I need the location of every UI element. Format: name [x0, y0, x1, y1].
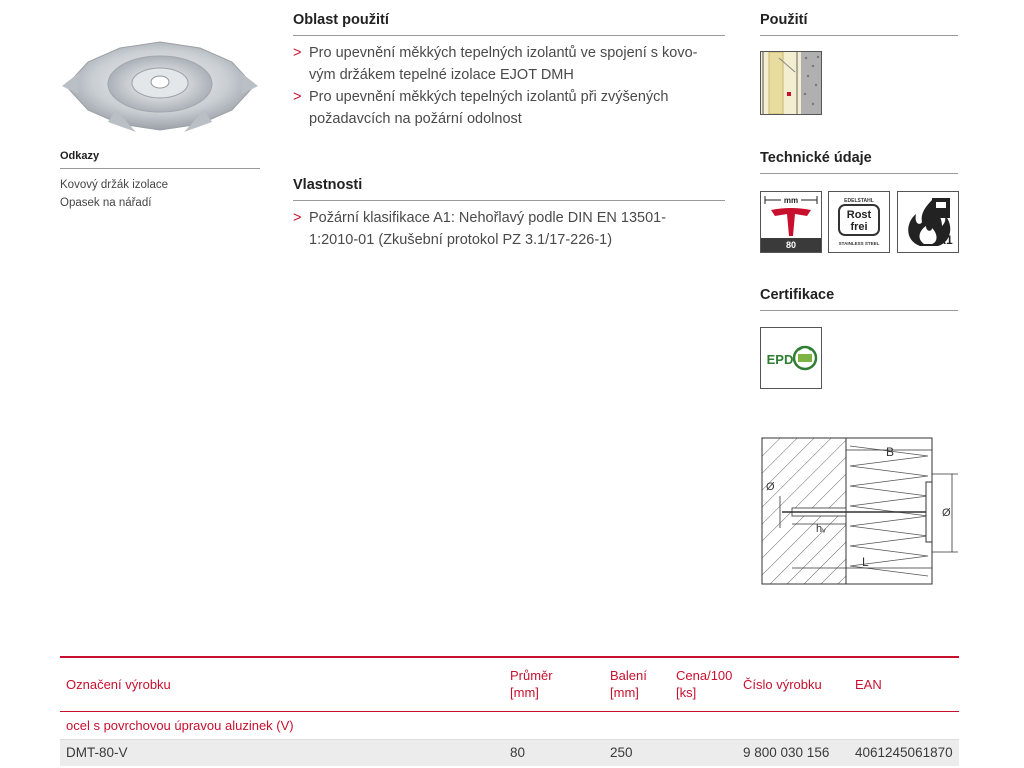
- application-area-heading: Oblast použití: [293, 12, 725, 36]
- label-l: L: [862, 555, 869, 569]
- col-header-name: Označení výrobku: [66, 677, 171, 692]
- col-header-article: Číslo výrobku: [743, 677, 822, 692]
- mm-value: 80: [785, 240, 797, 250]
- bullet-line: požadavcích na požární odolnost: [309, 111, 522, 127]
- bullet-line: vým držákem tepelné izolace EJOT DMH: [309, 67, 574, 83]
- col-header-diameter: Průměr [mm]: [510, 668, 553, 700]
- installation-drawing: [752, 432, 964, 592]
- fire-a1-icon: [897, 191, 959, 253]
- group-label: ocel s povrchovou úpravou aluzinek (V): [66, 718, 294, 733]
- bullet-line: 1:2010-01 (Zkušební protokol PZ 3.1/17-226-1): [309, 232, 613, 248]
- application-bullet-1: [293, 42, 733, 86]
- table-group-row: [60, 712, 959, 740]
- link-metal-holder[interactable]: Kovový držák izolace: [60, 179, 169, 191]
- rost-top-label: EDELSTAHL: [844, 198, 874, 204]
- links-heading: Odkazy: [60, 150, 260, 169]
- cell-ean: 4061245061870: [855, 745, 953, 760]
- properties-heading: Vlastnosti: [293, 177, 725, 201]
- rost-frei-icon: [828, 191, 890, 253]
- cell-diameter: 80: [510, 745, 526, 760]
- application-bullet-2: [293, 86, 733, 130]
- rost-line1: Rost: [846, 209, 872, 221]
- bullet-arrow-icon: >: [293, 210, 302, 226]
- col-header-ean: EAN: [855, 677, 882, 692]
- col-header-price: Cena/100 [ks]: [676, 668, 733, 700]
- fire-a1-label: A1: [937, 233, 953, 247]
- mm-icon: [760, 191, 822, 253]
- table-row[interactable]: [60, 740, 959, 766]
- bullet-arrow-icon: >: [293, 89, 302, 105]
- bullet-line: Pro upevnění měkkých tepelných izolantů ve spojení s kovo-: [309, 45, 698, 61]
- certification-heading: Certifikace: [760, 287, 958, 311]
- label-b: B: [886, 445, 895, 459]
- label-hv: hᵥ: [816, 523, 826, 535]
- cell-article: 9 800 030 156: [743, 745, 830, 760]
- cell-name: DMT-80-V: [66, 745, 128, 760]
- bullet-arrow-icon: >: [293, 45, 302, 61]
- cell-package: 250: [610, 745, 633, 760]
- table-top-rule: [60, 656, 959, 658]
- properties-bullet-1: [293, 207, 733, 251]
- epd-label: EPD: [766, 352, 794, 367]
- col-header-package: Balení [mm]: [610, 668, 647, 700]
- technical-heading: Technické údaje: [760, 150, 958, 174]
- bullet-line: Požární klasifikace A1: Nehořlavý podle DIN EN 13501-: [309, 210, 667, 226]
- usage-heading: Použití: [760, 12, 958, 36]
- usage-wall-icon: [760, 51, 822, 115]
- rost-bottom-label: STAINLESS STEEL: [838, 241, 880, 246]
- mm-label: mm: [783, 196, 799, 205]
- label-diameter-left: Ø: [766, 481, 775, 493]
- rost-line2: frei: [850, 221, 868, 233]
- label-diameter-right: Ø: [942, 507, 951, 519]
- epd-icon: [760, 327, 822, 389]
- bullet-line: Pro upevnění měkkých tepelných izolantů při zvýšených: [309, 89, 669, 105]
- product-image: [58, 28, 262, 138]
- link-tool-belt[interactable]: Opasek na nářadí: [60, 197, 152, 209]
